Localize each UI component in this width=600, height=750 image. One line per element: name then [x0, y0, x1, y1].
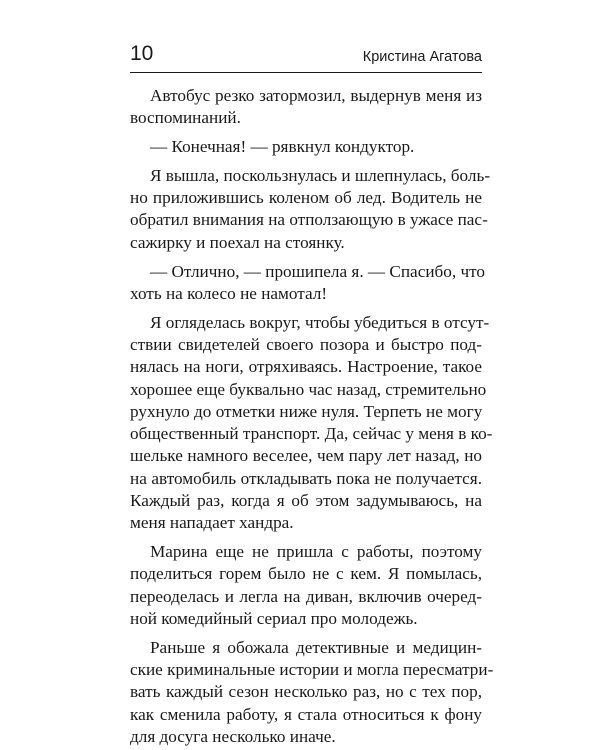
page-header — [130, 40, 482, 73]
text-line: Я огляделась вокруг, чтобы убедиться в отсут- — [150, 312, 490, 332]
paragraph — [130, 261, 485, 306]
text-line: но приложившись коленом об лед. Водитель не — [130, 188, 482, 208]
text-line: Автобус резко затормозил, выдернув меня из — [150, 86, 482, 105]
text-line: Каждый раз, когда я об этом задумываюсь, на — [130, 491, 482, 511]
text-line: переоделась и легла на диван, включив очеред- — [130, 586, 482, 606]
text-line: хоть на колесо не намотал! — [130, 283, 328, 303]
text-line: нялась на ноги, отряхиваясь. Настроение, такое — [130, 357, 482, 377]
text-line: как сменила работу, я стала относиться к фону — [130, 704, 482, 724]
text-line: — Конечная! — рявкнул кондуктор. — [150, 137, 415, 157]
paragraph — [130, 637, 494, 748]
paragraph — [130, 136, 482, 158]
text-line: Раньше я обожала детективные и медицин- — [150, 637, 482, 657]
text-line: для досуга несколько иначе. — [130, 727, 336, 747]
text-line: ствии свидетелей своего позора и быстро под- — [130, 334, 482, 354]
running-head-author: Кристина Агатова — [362, 49, 482, 65]
text-line: общественный транспорт. Да, сейчас у меня в ко- — [130, 424, 493, 444]
paragraph — [130, 312, 493, 535]
paragraph — [130, 165, 491, 254]
text-line: хорошее еще буквально час назад, стремительно — [130, 379, 487, 399]
text-line: Я вышла, поскользнулась и шлепнулась, боль- — [150, 165, 491, 185]
text-line: Марина еще не пришла с работы, поэтому — [150, 542, 482, 562]
text-line: — Отлично, — прошипела я. — Спасибо, что — [150, 261, 485, 281]
text-line: шельке намного веселее, чем пару лет назад, но — [130, 446, 482, 466]
text-line: на автомобиль откладывать пока не получается. — [130, 468, 482, 488]
text-line: воспоминаний. — [130, 108, 241, 128]
text-line: ной комедийный сериал про молодежь. — [130, 609, 418, 629]
text-line: вать каждый сезон несколько раз, но с тех пор, — [130, 682, 482, 702]
paragraph — [130, 541, 482, 630]
text-line: рухнуло до отметки ниже нуля. Терпеть не могу — [130, 401, 483, 421]
text-line: меня нападает хандра. — [130, 513, 294, 533]
body-text — [130, 85, 494, 748]
text-line: сажирку и поехал на стоянку. — [130, 232, 345, 252]
text-line: поделиться горем было не с кем. Я помылась, — [130, 564, 482, 584]
paragraph — [130, 85, 482, 130]
page-number: 10 — [130, 42, 154, 65]
text-line: обратил внимания на отползающую в ужасе пас- — [130, 210, 488, 230]
text-line: ские криминальные истории и могла пересматри- — [130, 660, 494, 680]
